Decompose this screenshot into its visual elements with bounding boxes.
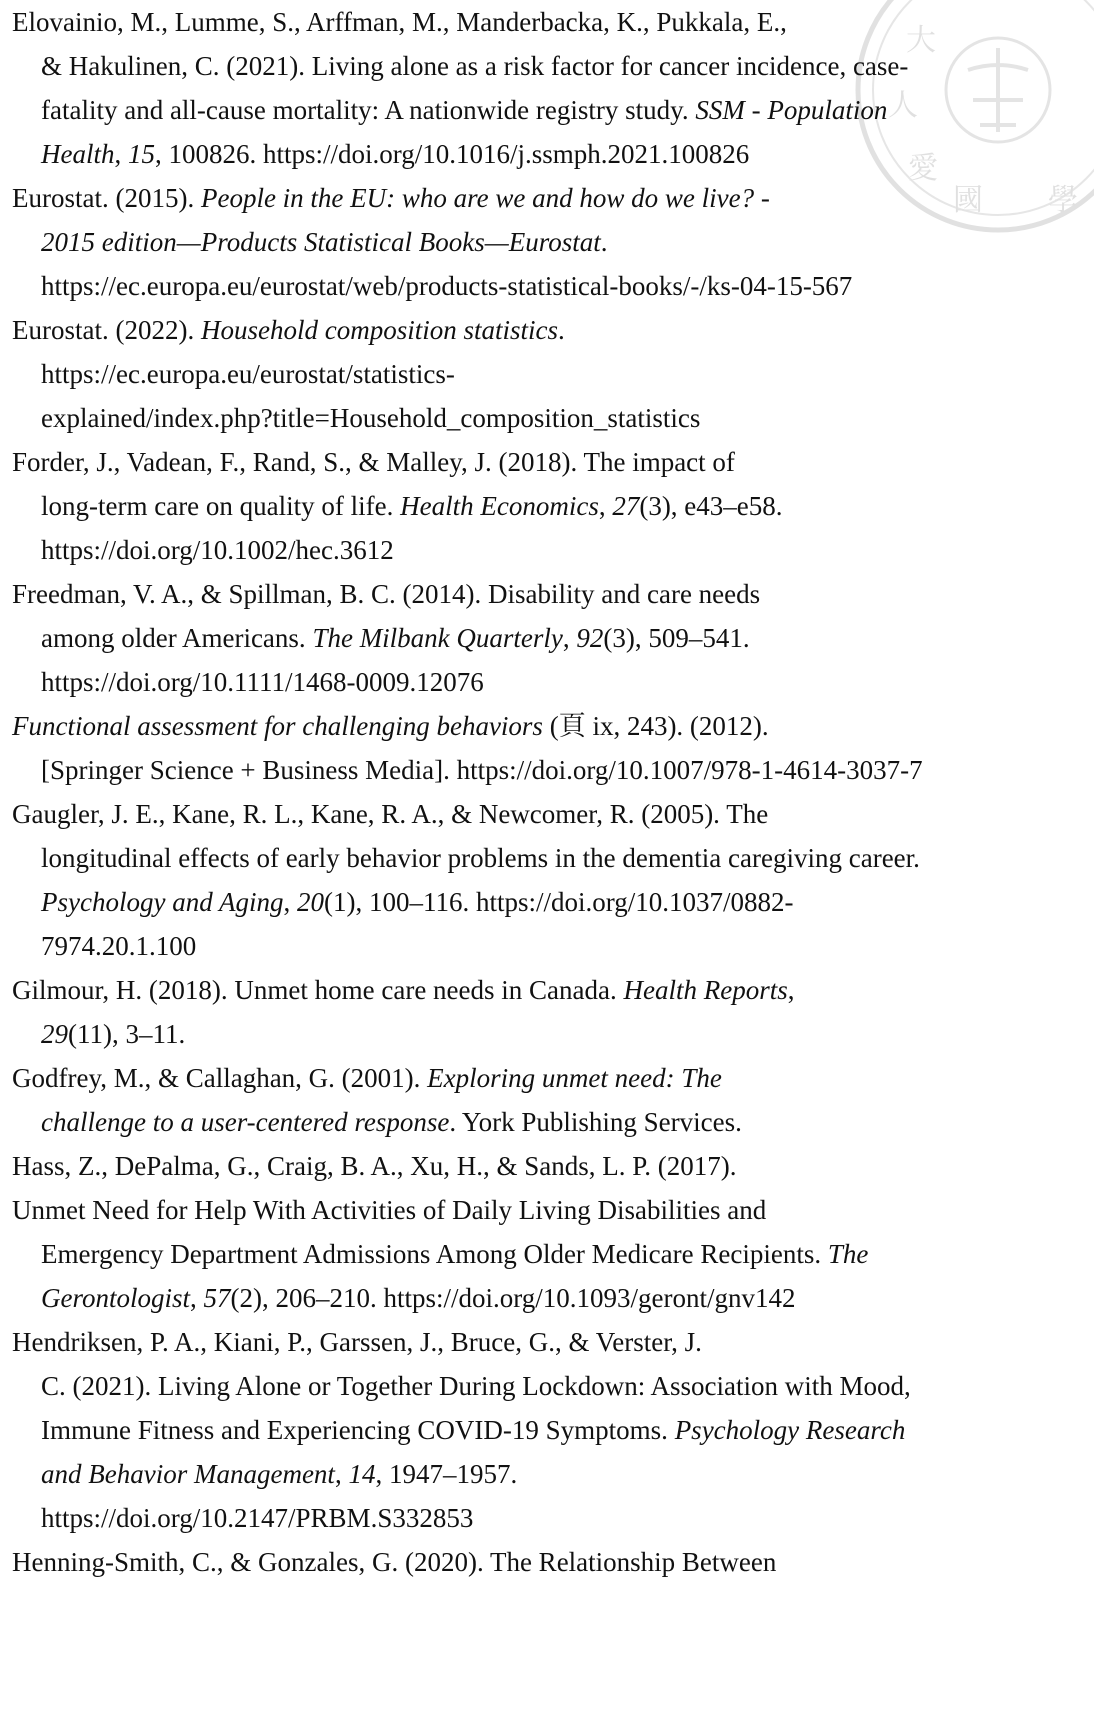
- reference-line: among older Americans. The Milbank Quarterly, 92(3), 509–541.: [41, 623, 750, 653]
- reference-line: Unmet Need for Help With Activities of Daily Living Disabilities and: [12, 1195, 767, 1225]
- reference-line: Godfrey, M., & Callaghan, G. (2001). Exploring unmet need: The: [12, 1063, 722, 1093]
- reference-line: https://doi.org/10.2147/PRBM.S332853: [41, 1503, 474, 1533]
- reference-line: 2015 edition—Products Statistical Books—Eurostat.: [41, 227, 608, 257]
- reference-line: C. (2021). Living Alone or Together During Lockdown: Association with Mood,: [41, 1371, 911, 1401]
- reference-line: Henning-Smith, C., & Gonzales, G. (2020). The Relationship Between: [12, 1547, 777, 1577]
- reference-line: https://ec.europa.eu/eurostat/web/products-statistical-books/-/ks-04-15-567: [41, 271, 853, 301]
- reference-line: Gilmour, H. (2018). Unmet home care needs in Canada. Health Reports,: [12, 975, 795, 1005]
- seal-char-5: 愛: [908, 151, 938, 186]
- reference-line: Hass, Z., DePalma, G., Craig, B. A., Xu, H., & Sands, L. P. (2017).: [12, 1151, 737, 1181]
- reference-line: & Hakulinen, C. (2021). Living alone as a risk factor for cancer incidence, case-: [41, 51, 909, 81]
- reference-line: 7974.20.1.100: [41, 931, 197, 961]
- reference-line: challenge to a user-centered response. York Publishing Services.: [41, 1107, 742, 1137]
- reference-line: https://doi.org/10.1002/hec.3612: [41, 535, 394, 565]
- reference-line: https://doi.org/10.1111/1468-0009.12076: [41, 667, 484, 697]
- reference-line: Gaugler, J. E., Kane, R. L., Kane, R. A., & Newcomer, R. (2005). The: [12, 799, 769, 829]
- reference-line: Eurostat. (2015). People in the EU: who are we and how do we live? -: [12, 183, 770, 213]
- reference-line: long-term care on quality of life. Health Economics, 27(3), e43–e58.: [41, 491, 783, 521]
- reference-line: Functional assessment for challenging behaviors (頁 ix, 243). (2012).: [12, 711, 769, 741]
- seal-char-4: 人: [888, 88, 918, 123]
- reference-line: fatality and all-cause mortality: A nationwide registry study. SSM - Population: [41, 95, 888, 125]
- seal-char-7: 學: [1048, 183, 1078, 218]
- reference-line: explained/index.php?title=Household_composition_statistics: [41, 403, 701, 433]
- reference-line: Gerontologist, 57(2), 206–210. https://doi.org/10.1093/geront/gnv142: [41, 1283, 796, 1313]
- reference-line: 29(11), 3–11.: [41, 1019, 186, 1049]
- reference-line: and Behavior Management, 14, 1947–1957.: [41, 1459, 518, 1489]
- reference-line: Immune Fitness and Experiencing COVID-19 Symptoms. Psychology Research: [41, 1415, 906, 1445]
- reference-line: Freedman, V. A., & Spillman, B. C. (2014). Disability and care needs: [12, 579, 761, 609]
- reference-line: Hendriksen, P. A., Kiani, P., Garssen, J., Bruce, G., & Verster, J.: [12, 1327, 702, 1357]
- reference-line: Elovainio, M., Lumme, S., Arffman, M., Manderbacka, K., Pukkala, E.,: [12, 7, 787, 37]
- reference-line: longitudinal effects of early behavior problems in the dementia caregiving career.: [41, 843, 920, 873]
- seal-char-3: 大: [906, 23, 936, 58]
- reference-line: Forder, J., Vadean, F., Rand, S., & Malley, J. (2018). The impact of: [12, 447, 735, 477]
- reference-line: Eurostat. (2022). Household composition statistics.: [12, 315, 565, 345]
- reference-line: Health, 15, 100826. https://doi.org/10.1016/j.ssmph.2021.100826: [41, 139, 750, 169]
- seal-char-6: 國: [953, 183, 983, 218]
- reference-line: [Springer Science + Business Media]. https://doi.org/10.1007/978-1-4614-3037-7: [41, 755, 923, 785]
- reference-line: Psychology and Aging, 20(1), 100–116. https://doi.org/10.1037/0882-: [41, 887, 794, 917]
- reference-line: https://ec.europa.eu/eurostat/statistics-: [41, 359, 455, 389]
- reference-line: Emergency Department Admissions Among Older Medicare Recipients. The: [41, 1239, 869, 1269]
